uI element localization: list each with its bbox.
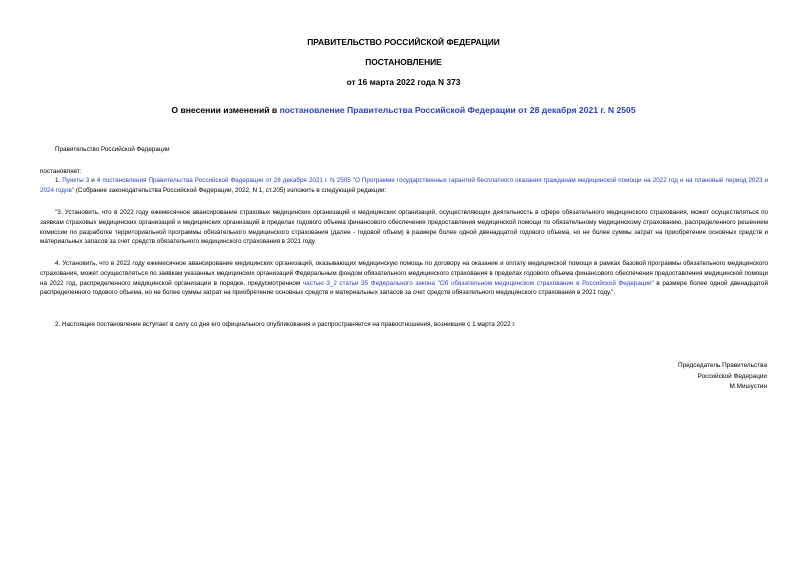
date-number-heading: от 16 марта 2022 года N 373 bbox=[346, 77, 461, 87]
paragraph-3: "3. Установить, что в 2022 году ежемесячное авансирование страховых медицинских организаций и медицинских организаций, осуществляющих деятельность в сфере обязательного медицинского страхования, может осуществляться по заявкам страховых медицинских организаций и медицинских организаций в пределах годового объема финансового обеспечения предоставления медицинской помощи по обязательному медицинскому страхованию, распределенного решением комиссии по разработке территориальной программы обязательного медицинского страхования (далее - годовой объем) в размере более одной двенадцатой годового объема, но не более суммы затрат на приобретение основных средств и материальных запасов за счет средств обязательного медицинского страхования в 2021 году. bbox=[40, 209, 768, 246]
document-type-heading: ПОСТАНОВЛЕНИЕ bbox=[365, 57, 442, 67]
paragraph-1-number: 1. bbox=[55, 177, 63, 184]
paragraph-1-link-item3[interactable]: Пункты 3 bbox=[62, 177, 90, 184]
title-link[interactable]: постановление Правительства Российской Федерации от 28 декабря 2021 г. N 2505 bbox=[279, 105, 636, 115]
issuer-text: Правительство Российской Федерации bbox=[55, 146, 170, 153]
paragraph-1-link-item4[interactable]: 4 bbox=[96, 177, 101, 184]
title-prefix: О внесении изменений в bbox=[171, 105, 280, 115]
paragraph-4-law-link[interactable]: частью 3_2 статьи 35 Федерального закона "Об обязательном медицинском страховании в Российской Федерации" bbox=[302, 279, 654, 287]
document-title bbox=[0, 105, 807, 115]
paragraph-1-end: (Собрание законодательства Российской Федерации, 2022, N 1, ст.205) изложить в следующей редакции: bbox=[74, 186, 387, 194]
signature-name: М.Мишустин bbox=[729, 383, 767, 390]
signature-country: Российской Федерации bbox=[697, 372, 767, 380]
signature-title: Председатель Правительства bbox=[678, 362, 767, 369]
paragraph-1-and: и bbox=[89, 177, 97, 184]
paragraph-2: 2. Настоящее постановление вступает в силу со дня его официального опубликования и распространяется на правоотношения, возникшие с 1 марта 2022 г. bbox=[55, 321, 516, 328]
government-heading: ПРАВИТЕЛЬСТВО РОССИЙСКОЙ ФЕДЕРАЦИИ bbox=[307, 37, 500, 47]
signature-block bbox=[678, 361, 767, 393]
decrees-text: постановляет: bbox=[40, 168, 82, 175]
paragraph-4 bbox=[40, 259, 768, 298]
paragraph-4-start: 4. Установить, что в 2022 году ежемесячное авансирование медицинских организаций, оказывающих медицинскую помощь по договору на оказание и оплату медицинской помощи в рамках базовой программы обязательного медицинского страхования, может осуществляться по заявкам указанных медицинских организаций Федеральным фондом обязательного медицинского страхования в пределах годового объема финансового обеспечения предоставления медицинской помощи на 2022 год, распределенного медицинской организации в порядке, предусмотренном bbox=[40, 260, 768, 287]
paragraph-1 bbox=[40, 176, 768, 196]
paragraph-1-link-decree[interactable]: постановления Правительства Российской Федерации от 28 декабря 2021 г. N 2505 "О Программе государственных гарантий бесплатного оказания гражданам медицинской помощи на 2022 год и на плановый период 2023 и 2024 годов" bbox=[40, 177, 769, 194]
paragraph-4-end: в размере более одной двенадцатой распределенного годового объема, но не более суммы затрат на приобретение основных средств и материальных запасов за счет средств обязательного медицинского страхования в 2021 году.". bbox=[40, 279, 768, 297]
